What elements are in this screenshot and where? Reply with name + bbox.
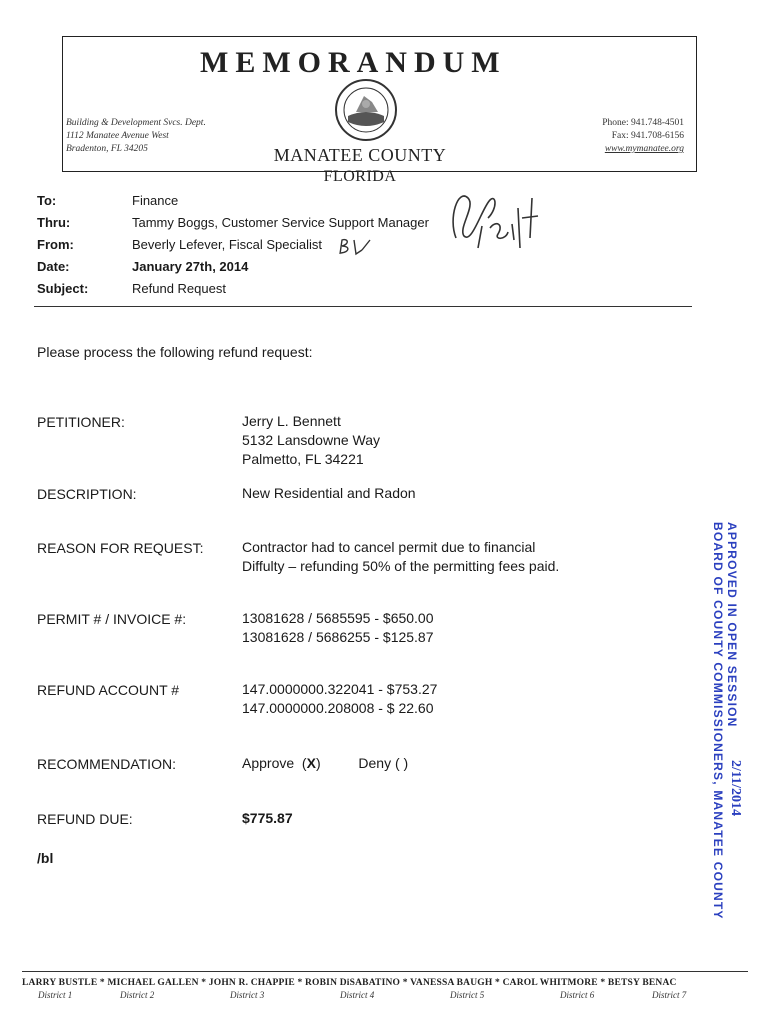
stamp-line: BOARD OF COUNTY COMMISSIONERS, MANATEE COUNTY (711, 522, 725, 920)
petitioner-name: Jerry L. Bennett (242, 413, 341, 429)
reason-line: Diffulty – refunding 50% of the permitting fees paid. (242, 558, 560, 574)
approval-stamp (711, 522, 739, 920)
dept-line: 1112 Manatee Avenue West (66, 131, 169, 141)
header-divider (34, 306, 692, 307)
from-value: Beverly Lefever, Fiscal Specialist (132, 237, 323, 252)
phone-number: Phone: 941.748-4501 (602, 118, 684, 128)
to-label: To: (37, 193, 57, 208)
thru-value: Tammy Boggs, Customer Service Support Manager (132, 215, 429, 230)
stamp-date: 2/11/2014 (728, 760, 743, 817)
district-label: District 1 (38, 990, 73, 1000)
department-address (66, 117, 206, 156)
account-value (242, 680, 437, 718)
fax-number: Fax: 941.708-6156 (611, 131, 684, 141)
to-value: Finance (132, 193, 179, 208)
dept-line: Bradenton, FL 34205 (66, 144, 148, 154)
handwritten-signature (438, 178, 558, 258)
subject-label: Subject: (37, 281, 89, 296)
district-label: District 2 (120, 990, 155, 1000)
stamp-line: APPROVED IN OPEN SESSION (725, 522, 739, 728)
account-label: REFUND ACCOUNT # (37, 682, 180, 698)
intro-text: Please process the following refund request: (37, 344, 313, 360)
refund-due-value: $775.87 (242, 810, 293, 826)
approve-checkmark: X (306, 755, 316, 771)
typist-initials: /bl (37, 850, 54, 866)
county-seal-icon (334, 78, 398, 142)
district-label: District 3 (230, 990, 265, 1000)
refund-due-label: REFUND DUE: (37, 811, 133, 827)
district-label: District 4 (340, 990, 375, 1000)
petitioner-street: 5132 Lansdowne Way (242, 432, 381, 448)
commissioners-list: LARRY BUSTLE * MICHAEL GALLEN * JOHN R. CHAPPIE * ROBIN DiSABATINO * VANESSA BAUGH * CAROL WHITMORE * BETSY BENAC (22, 978, 677, 988)
memo-title: MEMORANDUM (200, 46, 507, 79)
thru-label: Thru: (37, 215, 71, 230)
subject-value: Refund Request (132, 281, 226, 296)
recommendation-value: Approve (X) Deny ( ) (242, 755, 409, 771)
permit-line: 13081628 / 5685595 - $650.00 (242, 610, 434, 626)
dept-line: Building & Development Svcs. Dept. (66, 118, 206, 128)
recommendation-label: RECOMMENDATION: (37, 756, 176, 772)
handwritten-initials (336, 236, 372, 258)
description-value: New Residential and Radon (242, 485, 416, 501)
deny-option: Deny ( ) (358, 755, 409, 771)
reason-label: REASON FOR REQUEST: (37, 540, 204, 556)
account-line: 147.0000000.322041 - $753.27 (242, 681, 438, 697)
permit-line: 13081628 / 5686255 - $125.87 (242, 629, 434, 645)
signature-date: 1/28/14 (458, 256, 462, 257)
county-name: MANATEE COUNTY (273, 145, 447, 165)
contact-info (602, 117, 684, 156)
county-state: FLORIDA (323, 168, 397, 185)
reason-value (242, 538, 559, 576)
footer-divider (22, 971, 748, 972)
reason-line: Contractor had to cancel permit due to financial (242, 539, 536, 555)
website-link[interactable]: www.mymanatee.org (604, 144, 684, 154)
district-label: District 6 (560, 990, 595, 1000)
petitioner-city: Palmetto, FL 34221 (242, 451, 364, 467)
from-label: From: (37, 237, 74, 252)
date-value: January 27th, 2014 (132, 259, 249, 274)
account-line: 147.0000000.208008 - $ 22.60 (242, 700, 434, 716)
permit-label: PERMIT # / INVOICE #: (37, 611, 187, 627)
approve-option: Approve (242, 755, 295, 771)
district-label: District 5 (450, 990, 485, 1000)
district-label: District 7 (652, 990, 687, 1000)
petitioner-label: PETITIONER: (37, 414, 125, 430)
date-label: Date: (37, 259, 70, 274)
description-label: DESCRIPTION: (37, 486, 137, 502)
permit-value (242, 609, 434, 647)
petitioner-value (242, 412, 380, 469)
